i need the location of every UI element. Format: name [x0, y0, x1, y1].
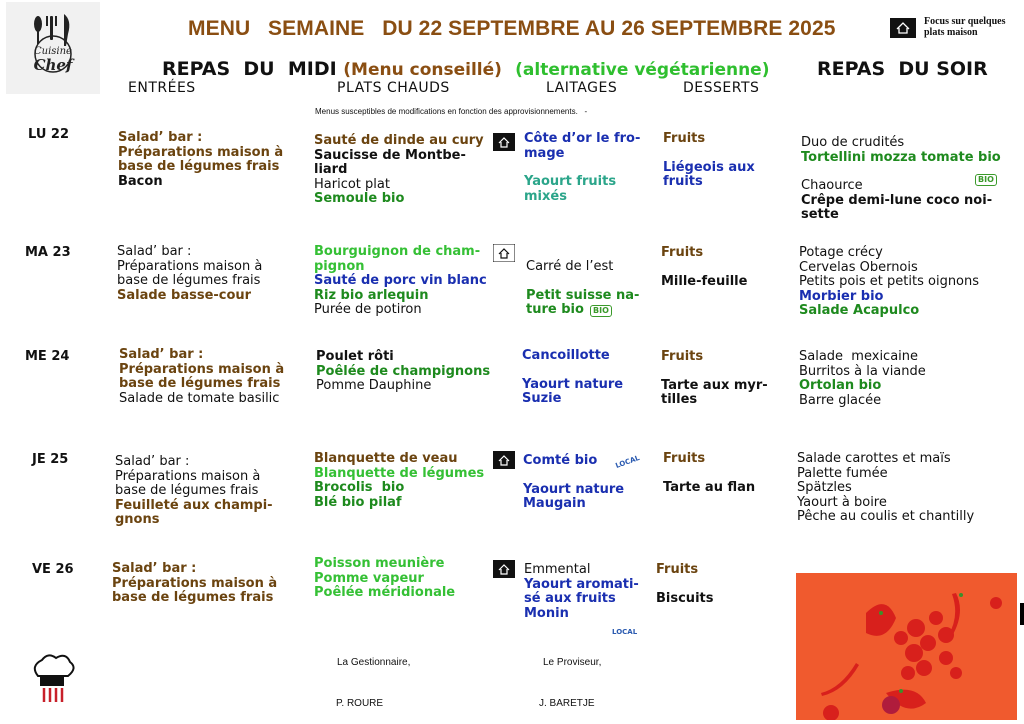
- page-edge-marker: [1020, 603, 1024, 625]
- entree-cell: Salad’ bar : Préparations maison à base de légumes frais Salade basse-cour: [117, 244, 263, 303]
- day-label: VE 26: [32, 562, 74, 577]
- entree-cell: Salad’ bar : Préparations maison à base de légumes frais Feuilleté aux champi- gnons: [115, 454, 273, 527]
- entree-cell: Salad’ bar : Préparations maison à base de légumes frais: [112, 561, 278, 605]
- soir-cell: Salade mexicaine Burritos à la viande Ortolan bio Barre glacée: [799, 349, 926, 408]
- column-laitages: LAITAGES: [546, 80, 618, 96]
- column-plats-chauds: PLATS CHAUDS: [337, 80, 450, 96]
- fait-maison-icon: [493, 451, 515, 469]
- proviseur-name: J. BARETJE: [539, 698, 595, 709]
- desserts-cell: Fruits Tarte au flan: [663, 451, 756, 495]
- page-title: MENU SEMAINE DU 22 SEPTEMBRE AU 26 SEPTEMBRE 2025: [188, 17, 836, 40]
- fait-maison-icon: [493, 133, 515, 151]
- laitages-cell: Emmental Yaourt aromati- sé aux fruits Monin: [524, 562, 639, 621]
- desserts-cell: Fruits Biscuits: [656, 562, 714, 606]
- day-label: JE 25: [32, 452, 69, 467]
- fait-maison-icon: [493, 560, 515, 578]
- local-badge: LOCAL: [612, 628, 638, 636]
- column-entrees: ENTRÉES: [128, 80, 196, 96]
- day-label: LU 22: [28, 127, 69, 142]
- laitages-cell: Carré de l’est Petit suisse na- ture bio: [526, 259, 640, 317]
- soir-cell: Potage crécy Cervelas Obernois Petits pois et petits oignons Morbier bio Salade Acapulco: [799, 245, 980, 318]
- chef-hat-icon: [28, 654, 76, 704]
- fait-maison-icon: [493, 244, 515, 262]
- day-label: MA 23: [25, 245, 71, 260]
- entree-cell: Salad’ bar : Préparations maison à base de légumes frais Bacon: [118, 130, 284, 189]
- plats-cell: Bourguignon de cham- pignon Sauté de porc vin blanc Riz bio arlequin Purée de potiron: [314, 244, 487, 317]
- gestionnaire-title: La Gestionnaire,: [337, 657, 411, 668]
- plats-cell: Poulet rôti Poêlée de champignons Pomme Dauphine: [316, 349, 491, 393]
- desserts-cell: Fruits Tarte aux myr- tilles: [661, 349, 768, 407]
- column-desserts: DESSERTS: [683, 80, 760, 96]
- day-label: ME 24: [25, 349, 70, 364]
- plats-cell: Blanquette de veau Blanquette de légumes Brocolis bio Blé bio pilaf: [314, 451, 485, 510]
- fait-maison-icon: [890, 18, 916, 38]
- cuisine-chef-logo: [6, 2, 100, 94]
- local-badge: LOCAL: [614, 453, 641, 471]
- focus-legend: Focus sur quelques plats maison: [924, 16, 1006, 38]
- laitages-cell: Comté bio Yaourt nature Maugain: [523, 453, 625, 511]
- svg-text:Chef: Chef: [33, 56, 73, 74]
- proviseur-title: Le Proviseur,: [543, 657, 602, 668]
- laitages-cell: Côte d’or le fro- mage Yaourt fruits mixés: [524, 131, 641, 204]
- soir-cell: Salade carottes et maïs Palette fumée Spätzles Yaourt à boire Pêche au coulis et chantilly: [797, 451, 975, 524]
- section-repas-soir: REPAS DU SOIR: [817, 58, 988, 80]
- svg-text:Cuisine: Cuisine: [34, 46, 72, 57]
- laitages-cell: Cancoillotte Yaourt nature Suzie: [522, 348, 624, 406]
- desserts-cell: Fruits Liégeois aux fruits: [663, 131, 755, 189]
- plats-cell: Sauté de dinde au cury Saucisse de Montbe- liard Haricot plat Semoule bio: [314, 133, 484, 206]
- desserts-cell: Fruits Mille-feuille: [661, 245, 748, 289]
- notice-text: Menus susceptibles de modifications en fonction des approvisionnements. -: [315, 107, 588, 116]
- vegetables-photo: [796, 573, 1017, 720]
- plats-cell: Poisson meunière Pomme vapeur Poêlée méridionale: [314, 556, 456, 600]
- entree-cell: Salad’ bar : Préparations maison à base de légumes frais Salade de tomate basilic: [119, 347, 285, 406]
- gestionnaire-name: P. ROURE: [336, 698, 384, 709]
- bio-badge: BIO: [975, 174, 997, 186]
- soir-cell: Duo de crudités Tortellini mozza tomate bio Chaource Crêpe demi-lune coco noi- sette: [801, 135, 1001, 222]
- section-repas-midi: REPAS DU MIDI (Menu conseillé) (alternative végétarienne): [162, 58, 770, 80]
- bio-badge: BIO: [590, 305, 612, 317]
